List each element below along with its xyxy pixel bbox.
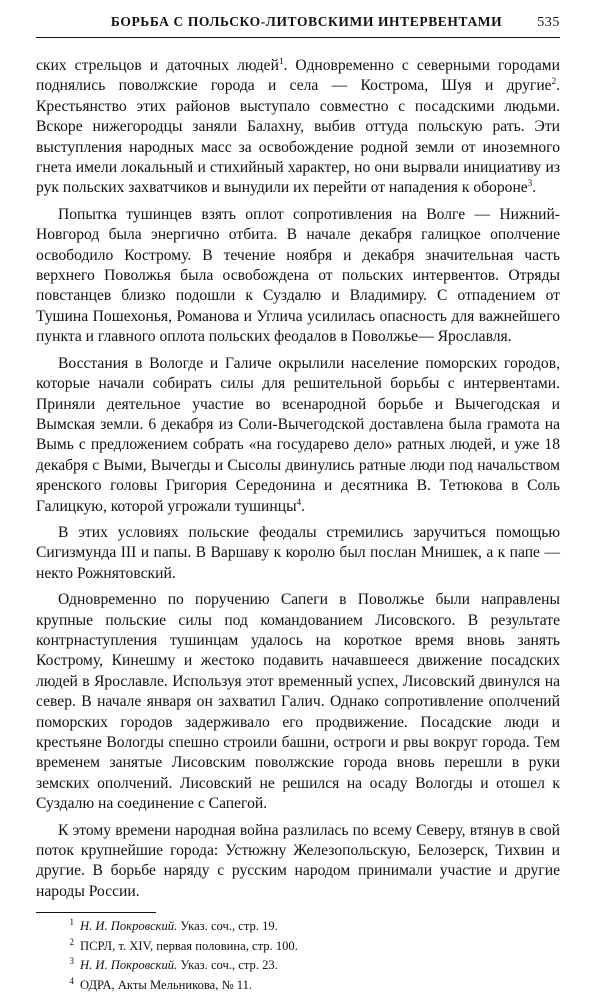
footnote: $^4$ ОДРА, Акты Мельникова, № 11. <box>69 975 253 992</box>
footnote-ref[interactable]: 3 <box>527 178 533 189</box>
paragraph <box>36 205 560 348</box>
footnote: $^1$ Н. И. Покровский. Указ. соч., стр. 19. <box>69 917 278 934</box>
footnote-text: ПСРЛ, т. XIV, первая половина, стр. 100. <box>80 938 298 953</box>
footnotes <box>36 917 560 995</box>
paragraph-text: . <box>532 179 537 197</box>
footnote-ref[interactable]: 4 <box>296 496 302 507</box>
paragraph <box>36 354 560 517</box>
paragraph <box>36 523 560 584</box>
footnote-text: ОДРА, Акты Мельникова, № 11. <box>80 977 253 992</box>
footnote: $^2$ ПСРЛ, т. XIV, первая половина, стр. 100. <box>69 936 298 953</box>
paragraph-text: Одновременно по поручению Сапеги в Поволжье были направлены крупные польские силы под командованием Лисовского. В результате контрнаступления тушинцам удалось на короткое время вновь занять Кострому, Кинешму и жестоко подавить начавшееся движение посадских людей в Ярославле. Используя этот временный успех, Лисовский двинулся на север. В начале января он захватил Галич. Однако сопротивление ополчений поморских городов задерживало его продвижение. Посадские люди и крестьяне Вологды спешно строили башни, остроги и рвы вокруг города. Тем временем занятые Лисовским поволжские города вновь перешли в руки земских ополчений. Лисовский не решился на осаду Вологды и отошел к Суздалю на соединение с Сапегой. <box>36 591 560 813</box>
paragraph-text: ских стрельцов и даточных людей <box>36 57 279 74</box>
paragraph-text: В этих условиях польские феодалы стремились заручиться помощью Сигизмунда III и папы. В Варшаву к королю был послан Мнишек, а к папе — некто Рожнятовский. <box>36 523 560 582</box>
paragraph <box>36 590 560 814</box>
paragraph-text: К этому времени народная война разлилась по всему Северу, втянув в свой поток крупнейшие города: Устюжну Железопольскую, Белозерск, Тихвин и другие. В борьбе наряду с русским народом принимали участие и другие народы России. <box>36 821 560 900</box>
paragraph-text: . <box>301 497 305 515</box>
paragraph-text: . Одновременно с северными городами поднялись поволжские города и села — Кострома, Шуя и другие <box>36 57 560 95</box>
page-number: 535 <box>537 15 560 30</box>
paragraph <box>36 56 560 199</box>
footnote-author: Н. И. Покровский. <box>80 958 178 973</box>
paragraph <box>36 821 560 903</box>
footnote-text: Указ. соч., стр. 23. <box>180 958 278 973</box>
running-header <box>36 14 560 38</box>
main-text <box>36 56 560 902</box>
paragraph-text: Восстания в Вологде и Галиче окрылили население поморских городов, которые начали собирать силы для решительной борьбы с интервентами. Приняли деятельное участие во всенародной борьбе и Вычегодская и Вымская земли. 6 декабря из Соли-Вычегодской доставлена была грамота на Вымь с предложением собрать «на государево дело» ратных людей, и уже 18 декабря с Выми, Вычегды и Сысолы двинулись ратные люди под начальством яренского головы Григория Середонина и десятника В. Тетюкова в Соль Галицкую, которой угрожали тушинцы <box>36 354 560 515</box>
paragraph-text: Попытка тушинцев взять оплот сопротивления на Волге — Нижний-Новгород была энергично отбита. В начале декабря галицкое ополчение освободило Кострому. В течение ноября и декабря значительная часть верхнего Поволжья была освобождена от польских интервентов. Отряды повстанцев близко подошли к Суздалю и Владимиру. С отпадением от Тушина Пошехонья, Романова и Углича усилилась опасность для важнейшего пункта и главного оплота польских феодалов в Поволжье— Ярославля. <box>36 205 560 346</box>
running-title: БОРЬБА С ПОЛЬСКО-ЛИТОВСКИМИ ИНТЕРВЕНТАМИ <box>110 14 503 29</box>
footnote-author: Н. И. Покровский. <box>80 919 178 934</box>
paragraph-text: . Крестьянство этих районов выступало совместно с посадскими людьми. Вскоре нижегородцы заняли Балахну, выбив оттуда польскую рать. Эти выступления народных масс за освобождение родной земли от иноземного гнета имели локальный и стихийный характер, но они вырвали инициативу из рук польских захватчиков и вынудили их перейти от нападения к обороне <box>36 77 560 197</box>
footnote-text: Указ. соч., стр. 19. <box>180 919 278 934</box>
footnote-ref[interactable]: 1 <box>278 55 284 66</box>
footnote-ref[interactable]: 2 <box>551 76 557 87</box>
footnote: $^3$ Н. И. Покровский. Указ. соч., стр. 23. <box>69 956 278 973</box>
footnote-divider <box>36 912 156 913</box>
